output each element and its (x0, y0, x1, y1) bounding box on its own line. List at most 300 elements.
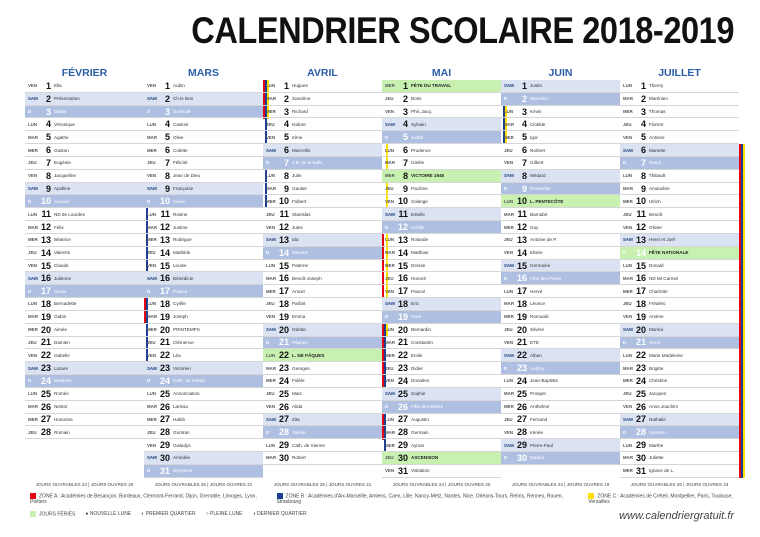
day-number: 25 (278, 388, 289, 399)
day-number: 19 (397, 311, 408, 322)
day-number: 6 (45, 145, 51, 156)
day-number: 21 (635, 337, 646, 348)
saint-name: Arsène (649, 314, 664, 320)
day-name: SAM (623, 237, 633, 243)
day-row (620, 426, 739, 439)
day-name: MAR (28, 404, 38, 410)
website-url[interactable]: www.calendriergratuit.fr (619, 510, 734, 522)
day-name: VEN (504, 339, 514, 345)
day-row (382, 93, 501, 106)
day-number: 17 (159, 286, 170, 297)
month-4 (501, 66, 620, 516)
day-row (501, 144, 620, 157)
saint-name: Judith (411, 134, 424, 140)
saint-name: Henri et Joël (649, 237, 675, 243)
day-name: SAM (385, 391, 395, 397)
saint-name: Rosine (173, 211, 188, 217)
day-number: 3 (283, 106, 289, 117)
day-row (144, 195, 263, 208)
day-row (25, 401, 144, 414)
day-number: 22 (635, 350, 646, 361)
saint-name: Rodrigue (173, 237, 192, 243)
day-number: 12 (397, 222, 408, 233)
day-row (620, 401, 739, 414)
day-number: 16 (40, 273, 51, 284)
day-number: 13 (635, 234, 646, 245)
day-name: D (28, 288, 32, 294)
day-name: SAM (385, 211, 395, 217)
saint-name: Robert (292, 455, 306, 461)
day-name: LUN (28, 301, 38, 307)
saint-name: Jean de Dieu (173, 173, 201, 179)
day-name: MAR (504, 121, 514, 127)
saint-name: Gilbert (530, 160, 544, 166)
day-number: 20 (278, 324, 289, 335)
saint-name: Constantin (411, 339, 433, 345)
day-row (382, 106, 501, 119)
day-number: 14 (159, 247, 170, 258)
day-row (501, 272, 620, 285)
day-number: 17 (635, 286, 646, 297)
day-name: SAM (623, 147, 633, 153)
day-row (25, 337, 144, 350)
day-row (263, 439, 382, 452)
day-number: 29 (516, 440, 527, 451)
day-name: MER (385, 442, 395, 448)
day-number: 25 (40, 388, 51, 399)
day-row (382, 144, 501, 157)
day-name: D (504, 365, 508, 371)
day-name: JEU (504, 327, 513, 333)
day-number: 5 (164, 132, 170, 143)
day-row (263, 349, 382, 362)
day-name: LUN (147, 391, 157, 397)
saint-name: Honorine (54, 416, 73, 422)
day-number: 25 (397, 388, 408, 399)
day-row (620, 80, 739, 93)
day-row (263, 388, 382, 401)
saint-name: Pacôme (411, 186, 428, 192)
day-number: 19 (159, 311, 170, 322)
saint-name: Samson (649, 429, 666, 435)
day-number: 15 (516, 260, 527, 271)
day-row (263, 260, 382, 273)
full-moon-icon: ○ (205, 511, 209, 518)
day-row (144, 426, 263, 439)
day-number: 29 (278, 440, 289, 451)
day-name: SAM (147, 365, 157, 371)
saint-name: Phil.,Jacq. (411, 109, 433, 115)
day-row (25, 324, 144, 337)
day-name: D (266, 339, 270, 345)
day-number: 3 (640, 106, 646, 117)
saint-name: Fidèle (292, 378, 305, 384)
day-name: MER (504, 134, 514, 140)
day-name: D (385, 404, 389, 410)
day-number: 18 (278, 298, 289, 309)
saint-name: ETE (530, 339, 539, 345)
day-number: 28 (635, 427, 646, 438)
day-row (25, 298, 144, 311)
day-number: 31 (159, 465, 170, 476)
day-row (501, 118, 620, 131)
saint-name: Hugues (292, 83, 308, 89)
day-row (25, 375, 144, 388)
day-row (263, 80, 382, 93)
day-row (501, 260, 620, 273)
day-row (144, 131, 263, 144)
day-name: LUN (28, 391, 38, 397)
saint-name: Rolande (411, 237, 429, 243)
day-row (382, 337, 501, 350)
saint-name: Ch.le Bon (173, 96, 194, 102)
day-row (144, 452, 263, 465)
saint-name: Kévin (530, 109, 542, 115)
day-row (144, 324, 263, 337)
day-number: 20 (516, 324, 527, 335)
day-number: 5 (640, 132, 646, 143)
saint-name: Benjamin (173, 468, 193, 474)
day-row (144, 234, 263, 247)
day-row (263, 375, 382, 388)
saint-name: Paterne (292, 263, 309, 268)
day-row (620, 452, 739, 465)
day-name: JEU (266, 121, 275, 127)
day-row (25, 118, 144, 131)
day-number: 14 (397, 247, 408, 258)
saint-name: Martinien (649, 96, 668, 102)
day-name: SAM (147, 455, 157, 461)
day-name: MAR (266, 275, 276, 281)
saint-name: Germain (411, 429, 429, 435)
day-number: 6 (402, 145, 408, 156)
day-name: LUN (623, 352, 633, 358)
day-row (25, 144, 144, 157)
day-row (620, 260, 739, 273)
day-name: D (147, 109, 151, 115)
day-name: MER (504, 314, 514, 320)
day-name: SAM (266, 147, 276, 153)
day-number: 10 (40, 196, 51, 207)
day-number: 18 (159, 298, 170, 309)
day-row (25, 260, 144, 273)
day-name: VEN (28, 83, 38, 89)
day-row (263, 170, 382, 183)
day-row (382, 439, 501, 452)
saint-name: Jacqueline (54, 173, 76, 179)
day-number: 12 (159, 222, 170, 233)
day-name: SAM (28, 186, 38, 192)
day-name: JEU (266, 391, 275, 397)
saint-name: Stanislas (292, 211, 311, 217)
saint-name: Marthe (649, 442, 664, 448)
saint-name: FÊTE DU TRAVAIL (411, 83, 452, 89)
day-row (382, 298, 501, 311)
day-number: 27 (278, 414, 289, 425)
day-number: 15 (159, 260, 170, 271)
day-row (144, 208, 263, 221)
saint-name: Hervé (530, 288, 543, 294)
day-name: D (623, 339, 627, 345)
saint-name: Jean-Baptiste (530, 378, 559, 384)
saint-name: Thomas (649, 109, 666, 115)
saint-name: Isidore (292, 121, 306, 127)
day-row (144, 221, 263, 234)
saint-name: Amandine (649, 186, 670, 192)
saint-name: Benoît-Joseph (292, 275, 322, 281)
day-name: D (147, 198, 151, 204)
day-name: LUN (266, 263, 276, 268)
day-number: 17 (40, 286, 51, 297)
day-name: MAR (385, 160, 395, 166)
day-row (263, 324, 382, 337)
saint-name: Antoine (649, 134, 665, 140)
day-row (382, 260, 501, 273)
saint-name: Roméo (54, 391, 69, 397)
day-row (501, 183, 620, 196)
saint-name: Alban (530, 352, 542, 358)
saint-name: Isabelle (54, 352, 70, 358)
day-name: D (28, 198, 32, 204)
saint-name: Florent (649, 121, 664, 127)
day-name: D (266, 429, 270, 435)
day-name: JEU (385, 275, 394, 281)
day-row (25, 221, 144, 234)
day-number: 29 (397, 440, 408, 451)
day-name: VEN (147, 173, 157, 179)
saint-name: ASCENSION (411, 455, 439, 461)
day-name: MER (266, 378, 276, 384)
day-name: JEU (385, 186, 394, 192)
saint-name: Romain (54, 429, 70, 435)
saint-name: Odette (292, 327, 306, 333)
day-row (263, 208, 382, 221)
day-name: LUN (623, 173, 633, 179)
saint-name: Modeste (54, 378, 72, 384)
day-row (263, 195, 382, 208)
saint-name: Julienne (54, 275, 72, 281)
day-row (382, 118, 501, 131)
day-row (263, 426, 382, 439)
month-footer: JOURS OUVRABLES 24 | JOURS OUVRES 20 (392, 482, 491, 487)
saint-name: Clotilde (530, 121, 546, 127)
day-row (620, 439, 739, 452)
saint-name: Juliette (649, 455, 664, 461)
day-number: 19 (635, 311, 646, 322)
saint-name: Augustin (411, 416, 429, 422)
day-row (501, 349, 620, 362)
day-number: 8 (521, 170, 527, 181)
day-number: 1 (402, 80, 408, 91)
saint-name: Visitation (411, 468, 430, 474)
day-name: LUN (504, 288, 514, 294)
day-name: D (147, 378, 151, 384)
day-name: SAM (504, 263, 514, 268)
day-number: 26 (516, 401, 527, 412)
day-number: 4 (640, 119, 646, 130)
day-number: 22 (159, 350, 170, 361)
day-row (25, 195, 144, 208)
saint-name: Eric (411, 301, 419, 307)
saint-name: Silvère (530, 327, 545, 333)
day-number: 22 (397, 350, 408, 361)
day-row (620, 247, 739, 260)
day-name: SAM (28, 275, 38, 281)
saint-name: Arnaud (54, 198, 69, 204)
day-number: 12 (516, 222, 527, 233)
day-number: 10 (397, 196, 408, 207)
day-name: VEN (385, 468, 395, 474)
month-title: MAI (431, 67, 452, 79)
saint-name: Prudence (411, 147, 431, 153)
saint-name: Fête des Mères (411, 404, 443, 410)
day-number: 14 (40, 247, 51, 258)
day-number: 20 (40, 324, 51, 335)
day-number: 9 (283, 183, 289, 194)
day-row (620, 234, 739, 247)
day-row (263, 414, 382, 427)
day-row (144, 285, 263, 298)
day-row (263, 106, 382, 119)
day-row (144, 260, 263, 273)
day-number: 18 (635, 298, 646, 309)
day-row (501, 195, 620, 208)
day-name: JEU (623, 121, 632, 127)
day-name: JEU (504, 237, 513, 243)
day-row (620, 170, 739, 183)
saint-name: VICTOIRE 1945 (411, 173, 445, 179)
day-row (501, 106, 620, 119)
saint-name: Cath. de Sienne (292, 442, 325, 448)
day-name: JEU (28, 429, 37, 435)
day-row (25, 247, 144, 260)
saint-name: Romuald (530, 314, 549, 320)
day-name: VEN (266, 404, 276, 410)
day-row (501, 285, 620, 298)
saint-name: Blandine (530, 96, 548, 102)
day-number: 20 (397, 324, 408, 335)
day-name: VEN (385, 109, 395, 115)
day-row (382, 426, 501, 439)
day-row (501, 298, 620, 311)
day-number: 8 (283, 170, 289, 181)
day-number: 12 (635, 222, 646, 233)
month-5 (620, 66, 739, 516)
day-number: 11 (517, 209, 527, 220)
day-row (25, 131, 144, 144)
day-row (501, 208, 620, 221)
day-number: 1 (45, 80, 51, 91)
day-name: VEN (623, 134, 633, 140)
day-row (25, 362, 144, 375)
day-number: 7 (45, 157, 51, 168)
saint-name: Barnabé (530, 211, 548, 217)
day-name: MER (28, 147, 38, 153)
day-row (382, 375, 501, 388)
day-row (382, 401, 501, 414)
day-row (620, 337, 739, 350)
day-row (501, 452, 620, 465)
day-row (382, 324, 501, 337)
saint-name: Véronique (54, 121, 75, 127)
day-name: LUN (266, 83, 276, 89)
month-footer: JOURS OUVRABLES 26 | JOURS OUVRES 23 (630, 482, 729, 487)
day-name: SAM (28, 365, 38, 371)
day-row (501, 426, 620, 439)
saint-name: Louise (173, 263, 187, 268)
saint-name: Agathe (54, 134, 69, 140)
day-name: JEU (385, 365, 394, 371)
day-number: 1 (283, 80, 289, 91)
saint-name: Victor (649, 339, 661, 345)
day-number: 4 (402, 119, 408, 130)
day-name: D (385, 134, 389, 140)
day-name: LUN (504, 378, 514, 384)
day-number: 30 (635, 452, 646, 463)
day-number: 11 (279, 209, 289, 220)
day-name: VEN (28, 352, 38, 358)
day-number: 13 (516, 234, 527, 245)
saint-name: ND de Lourdes (54, 211, 85, 217)
saint-name: Alexis (54, 288, 67, 294)
saint-name: Alida (292, 404, 303, 410)
day-name: JEU (28, 250, 37, 256)
day-number: 5 (45, 132, 51, 143)
day-row (144, 80, 263, 93)
saint-name: Emile (411, 352, 423, 358)
day-number: 22 (516, 350, 527, 361)
day-number: 15 (397, 260, 408, 271)
day-number: 31 (635, 465, 646, 476)
day-row (144, 349, 263, 362)
day-row (382, 195, 501, 208)
saint-name: Casimir (173, 121, 189, 127)
day-name: D (266, 250, 270, 256)
day-number: 20 (159, 324, 170, 335)
saint-name: Matthias (411, 250, 429, 256)
day-row (501, 401, 620, 414)
day-row (144, 144, 263, 157)
day-number: 12 (40, 222, 51, 233)
day-name: D (623, 160, 627, 166)
saint-name: Valérie (292, 429, 306, 435)
saint-name: Igor (530, 134, 538, 140)
day-row (620, 131, 739, 144)
day-row (263, 157, 382, 170)
day-number: 25 (159, 388, 170, 399)
day-number: 1 (164, 80, 170, 91)
day-number: 3 (402, 106, 408, 117)
day-row (144, 298, 263, 311)
saint-name: Victorien (173, 365, 191, 371)
day-name: LUN (504, 198, 514, 204)
saint-name: Léa (173, 352, 181, 358)
saint-name: Présentation (54, 96, 80, 102)
day-row (25, 414, 144, 427)
day-number: 19 (40, 311, 51, 322)
day-row (501, 337, 620, 350)
day-number: 24 (159, 375, 170, 386)
day-name: VEN (147, 442, 157, 448)
saint-name: Gabin (54, 314, 67, 320)
saint-name: Donatien (411, 378, 430, 384)
day-number: 7 (640, 157, 646, 168)
saint-name: Patrice (173, 288, 188, 294)
day-name: JEU (147, 429, 156, 435)
day-number: 14 (635, 247, 646, 258)
day-number: 3 (164, 106, 170, 117)
saint-name: Lazare (54, 365, 69, 371)
